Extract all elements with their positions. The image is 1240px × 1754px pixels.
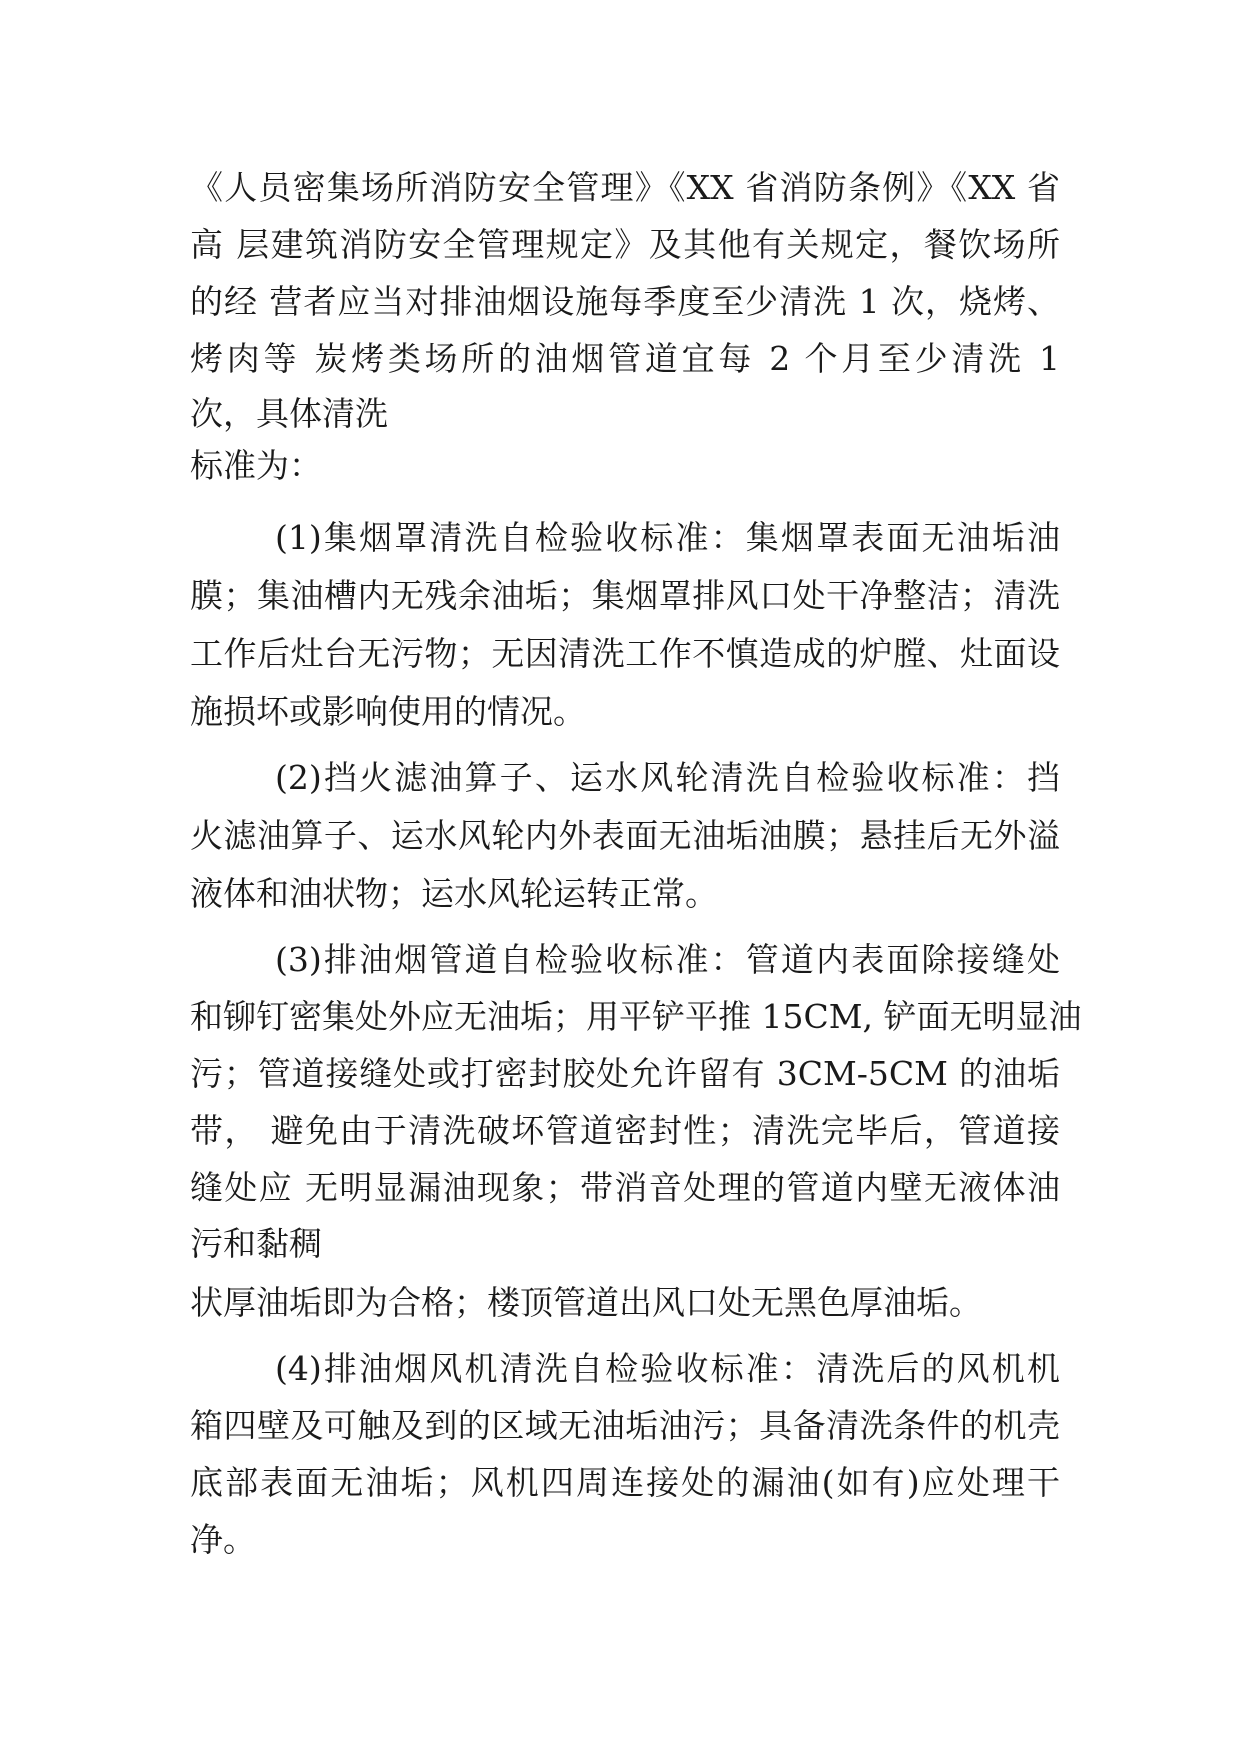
item-3-line: 状厚油垢即为合格；楼顶管道出风口处无黑色厚油垢。 xyxy=(190,1283,982,1322)
item-4-line: 底部表面无油垢；风机四周连接处的漏油(如有)应处理干 xyxy=(190,1463,1060,1502)
item-3-line: 污和黏稠 xyxy=(190,1224,322,1263)
item-4-line: 箱四壁及可触及到的区域无油垢油污；具备清洗条件的机壳 xyxy=(190,1406,1060,1445)
item-1-line: 膜；集油槽内无残余油垢；集烟罩排风口处干净整洁；清洗 xyxy=(190,576,1060,615)
item-4-line: (4)排油烟风机清洗自检验收标准：清洗后的风机机 xyxy=(275,1349,1060,1388)
item-1-line: (1)集烟罩清洗自检验收标准：集烟罩表面无油垢油 xyxy=(275,518,1060,557)
intro-line: 标准为： xyxy=(190,446,322,485)
intro-line: 《人员密集场所消防安全管理》《XX 省消防条例》《XX 省 xyxy=(190,168,1060,207)
item-3-line: 和铆钉密集处外应无油垢；用平铲平推 15CM, 铲面无明显油 xyxy=(190,997,1082,1036)
item-3-line: 污；管道接缝处或打密封胶处允许留有 3CM-5CM 的油垢 xyxy=(190,1054,1060,1093)
item-3-line: 带， 避免由于清洗破坏管道密封性；清洗完毕后，管道接 xyxy=(190,1111,1060,1150)
item-2-line: 液体和油状物；运水风轮运转正常。 xyxy=(190,874,718,913)
item-1-line: 工作后灶台无污物；无因清洗工作不慎造成的炉膛、灶面设 xyxy=(190,634,1060,673)
item-4-line: 净。 xyxy=(190,1520,256,1559)
intro-line: 烤肉等 炭烤类场所的油烟管道宜每 2 个月至少清洗 1 xyxy=(190,339,1060,378)
intro-line: 次，具体清洗 xyxy=(190,394,388,433)
item-2-line: 火滤油算子、运水风轮内外表面无油垢油膜；悬挂后无外溢 xyxy=(190,816,1060,855)
intro-line: 高 层建筑消防安全管理规定》及其他有关规定，餐饮场所 xyxy=(190,225,1060,264)
item-1-line: 施损坏或影响使用的情况。 xyxy=(190,692,586,731)
item-2-line: (2)挡火滤油算子、运水风轮清洗自检验收标准：挡 xyxy=(275,758,1060,797)
item-3-line: 缝处应 无明显漏油现象；带消音处理的管道内壁无液体油 xyxy=(190,1168,1060,1207)
item-3-line: (3)排油烟管道自检验收标准：管道内表面除接缝处 xyxy=(275,940,1060,979)
intro-line: 的经 营者应当对排油烟设施每季度至少清洗 1 次，烧烤、 xyxy=(190,282,1060,321)
